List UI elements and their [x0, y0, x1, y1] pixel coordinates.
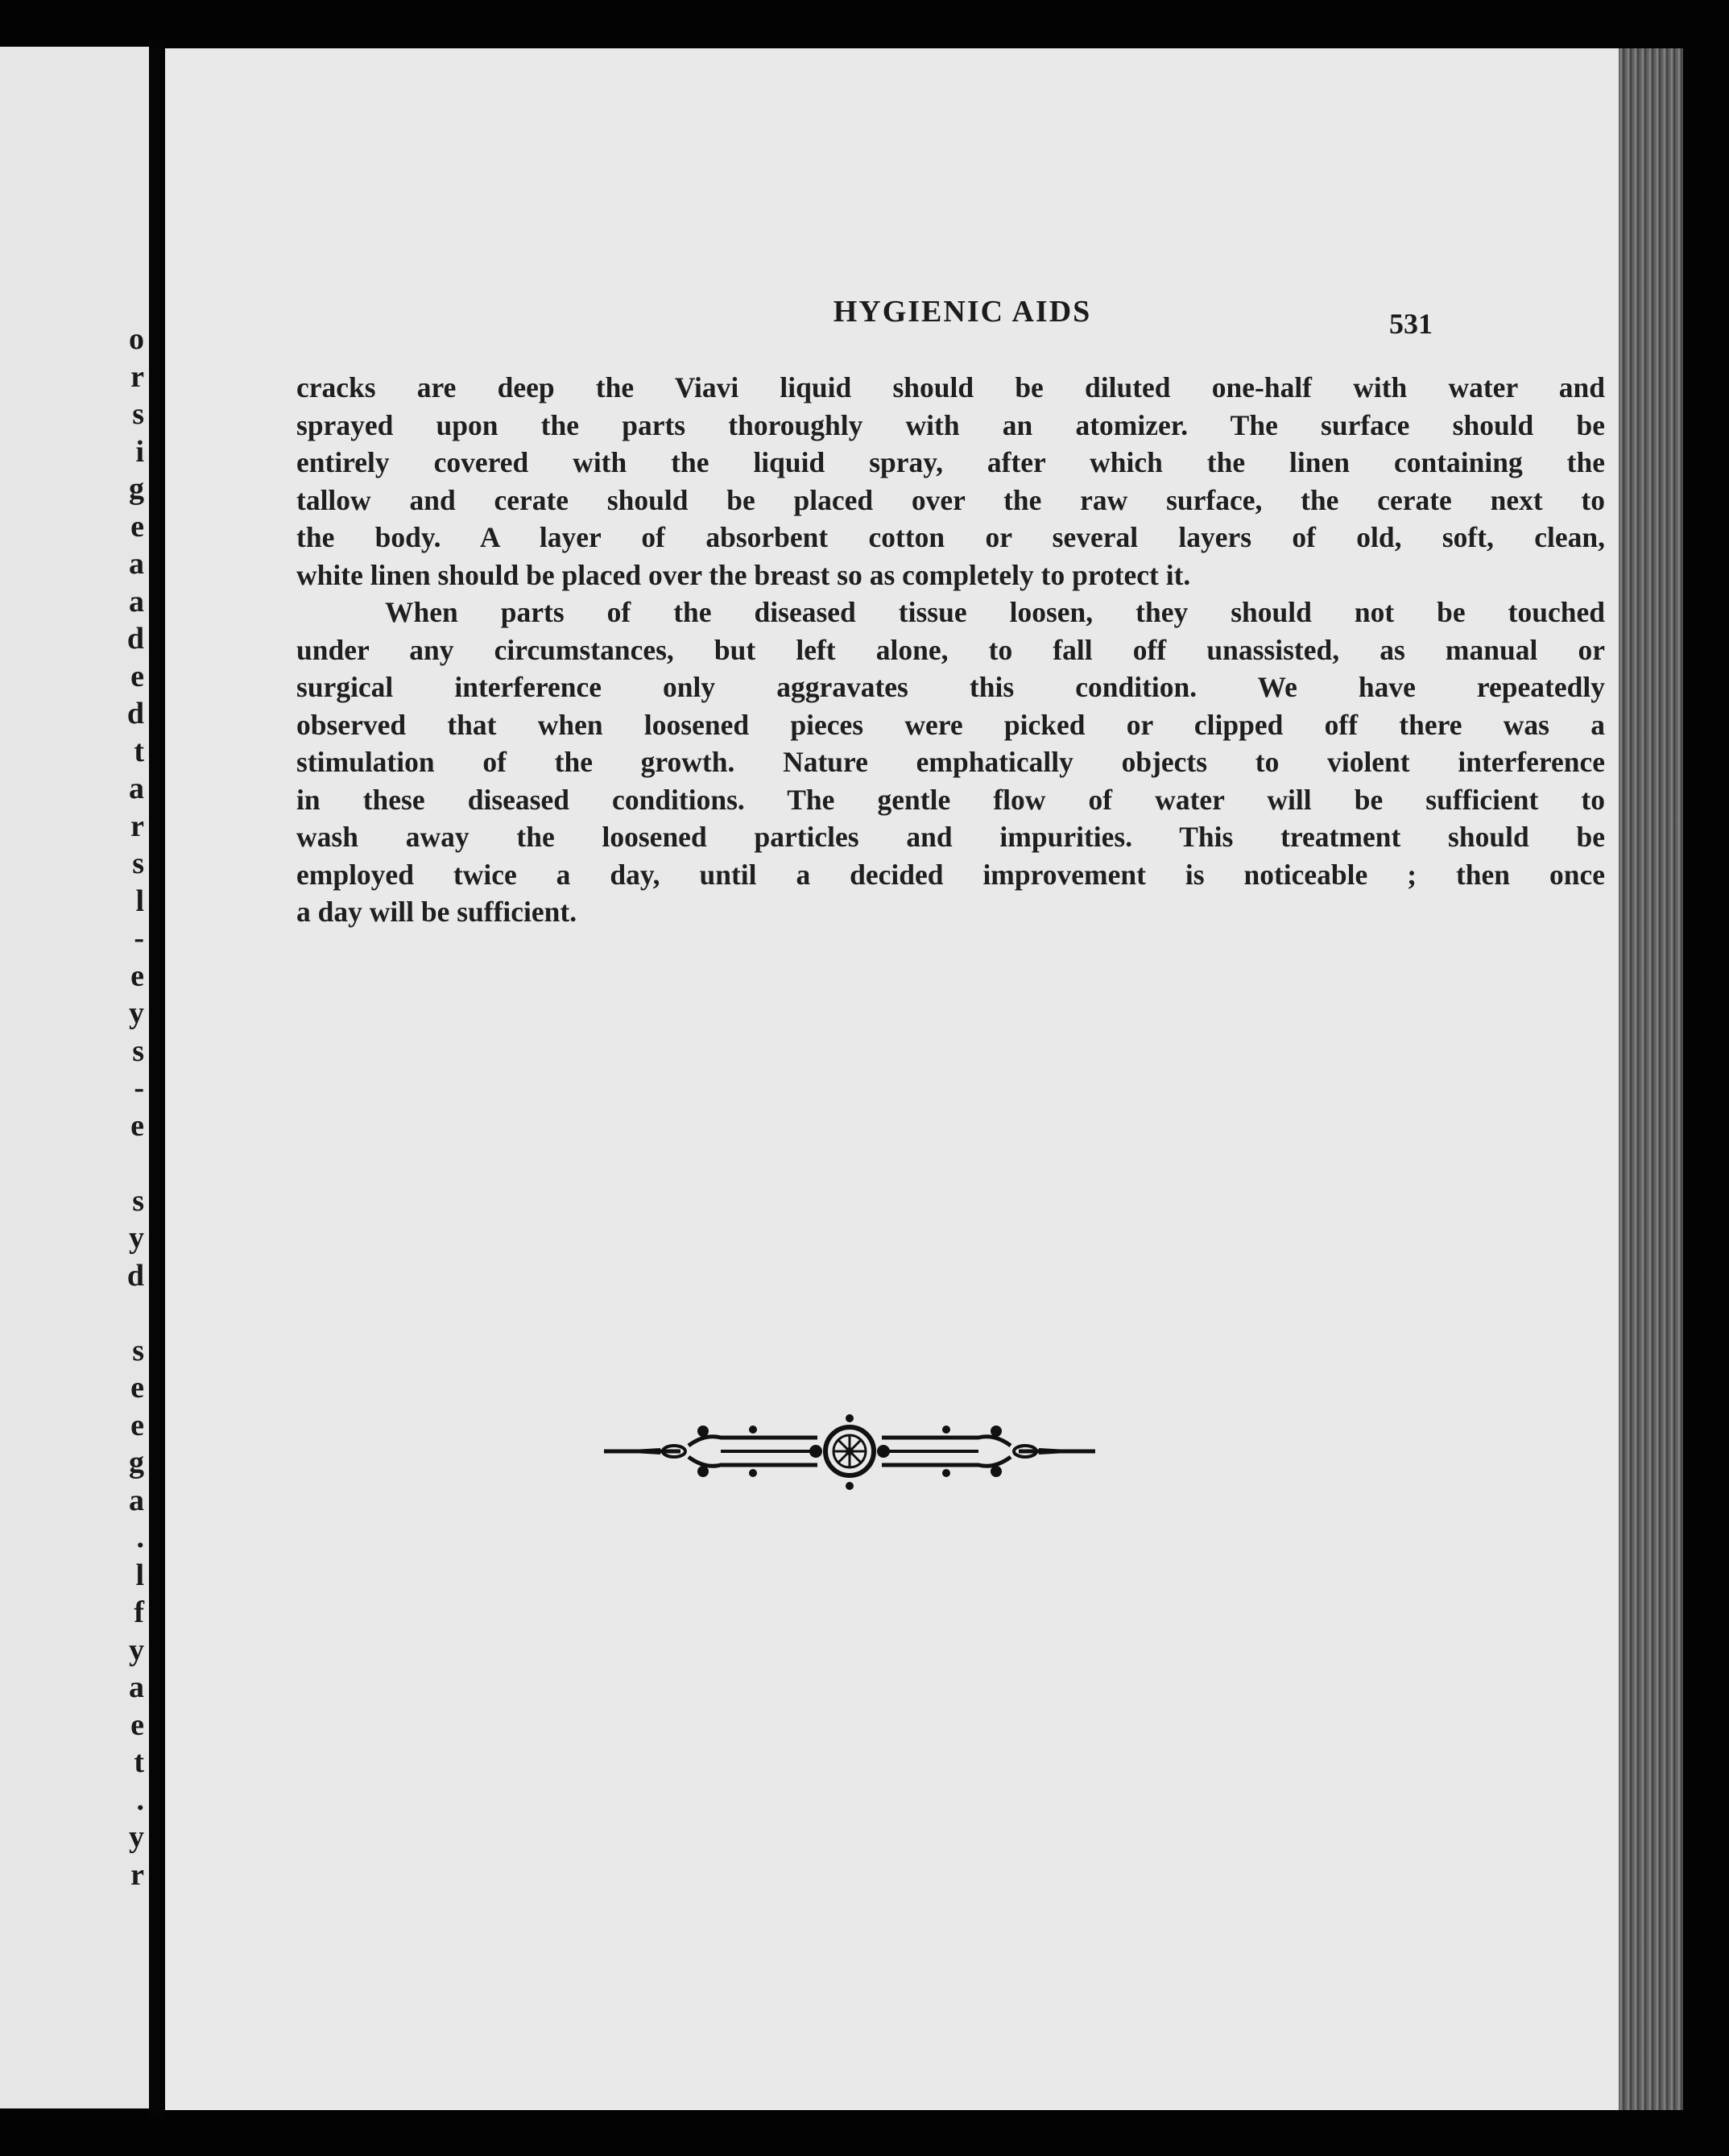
margin-fragment: y: [129, 996, 144, 1030]
margin-fragment: e: [130, 958, 144, 993]
paragraph-2: [296, 594, 1605, 931]
text-line: wash away the loosened particles and impurities. This treatment should be: [296, 821, 1605, 853]
text-line: in these diseased conditions. The gentle flow of water will be sufficient to: [296, 783, 1605, 816]
text-line: entirely covered with the liquid spray, after which the linen containing the: [296, 446, 1605, 478]
paragraph-1: [296, 369, 1605, 594]
margin-fragment: l: [135, 1558, 144, 1592]
text-line: under any circumstances, but left alone, to fall off unassisted, as manual or: [296, 633, 1605, 666]
text-line: white linen should be placed over the breast so as completely to protect it.: [296, 558, 1191, 591]
margin-fragment: l: [135, 884, 144, 918]
margin-fragment: s: [132, 397, 144, 431]
margin-fragment: s: [132, 1333, 144, 1368]
page-header: [165, 294, 1619, 342]
book-gutter: [149, 40, 165, 2118]
margin-fragment: s: [132, 1183, 144, 1218]
margin-fragment: o: [129, 322, 144, 356]
margin-fragment: s: [132, 846, 144, 880]
margin-fragment: a: [129, 1670, 144, 1704]
text-line: employed twice a day, until a decided improvement is noticeable ; then once: [296, 858, 1605, 891]
margin-fragment: d: [126, 622, 144, 656]
margin-fragment: d: [126, 1258, 144, 1293]
text-line: When parts of the diseased tissue loosen, they should not be touched: [385, 596, 1605, 628]
margin-fragment: a: [129, 772, 144, 805]
text-line: stimulation of the growth. Nature emphatically objects to violent interference: [296, 746, 1605, 778]
margin-fragment: [125, 1144, 144, 1182]
margin-fragment: a: [129, 1483, 144, 1517]
margin-fragment: f: [134, 1595, 144, 1629]
book-page: [165, 48, 1619, 2110]
text-line: cracks are deep the Viavi liquid should be diluted one-half with water and: [296, 371, 1605, 403]
margin-fragment: g: [129, 1446, 144, 1479]
text-line: observed that when loosened pieces were picked or clipped off there was a: [296, 708, 1605, 741]
margin-fragment: e: [130, 1108, 144, 1143]
margin-fragment: y: [129, 1820, 144, 1854]
margin-fragment: r: [130, 359, 144, 394]
margin-fragment: e: [130, 1371, 144, 1405]
margin-fragment: -: [134, 1071, 144, 1105]
margin-fragment: t: [134, 1745, 144, 1779]
margin-fragment: -: [134, 921, 144, 955]
margin-fragment: r: [130, 1857, 144, 1892]
margin-fragment: y: [129, 1633, 144, 1667]
margin-fragment: i: [135, 434, 144, 469]
margin-fragment: e: [130, 1707, 144, 1742]
margin-fragment: s: [132, 1033, 144, 1068]
margin-fragment: [125, 1294, 144, 1332]
margin-fragment: a: [129, 547, 144, 581]
margin-fragment: e: [130, 509, 144, 544]
running-head: HYGIENIC AIDS: [833, 295, 1092, 329]
text-line: tallow and cerate should be placed over the raw surface, the cerate next to: [296, 483, 1605, 516]
margin-fragment: a: [129, 584, 144, 619]
margin-fragment: r: [130, 809, 144, 843]
body-text: [296, 369, 1605, 931]
text-line: surgical interference only aggravates this condition. We have repeatedly: [296, 671, 1605, 703]
margin-fragment: e: [130, 1408, 144, 1442]
text-line: a day will be sufficient.: [296, 896, 577, 928]
decorative-scroll-ornament-icon: [600, 1413, 1099, 1490]
margin-fragment: t: [134, 734, 144, 768]
left-facing-page: [0, 47, 149, 2108]
text-line: sprayed upon the parts thoroughly with an atomizer. The surface should be: [296, 408, 1605, 441]
margin-fragment: g: [129, 472, 144, 506]
margin-fragment: .: [136, 1782, 144, 1817]
text-line: the body. A layer of absorbent cotton or several layers of old, soft, clean,: [296, 521, 1605, 553]
margin-fragment: y: [129, 1221, 144, 1255]
margin-fragment: d: [126, 697, 144, 730]
page-number: 531: [1389, 308, 1433, 340]
page-edges: [1619, 48, 1683, 2110]
left-page-margin-fragments: [125, 321, 144, 1893]
margin-fragment: .: [136, 1521, 144, 1554]
margin-fragment: e: [130, 659, 144, 693]
